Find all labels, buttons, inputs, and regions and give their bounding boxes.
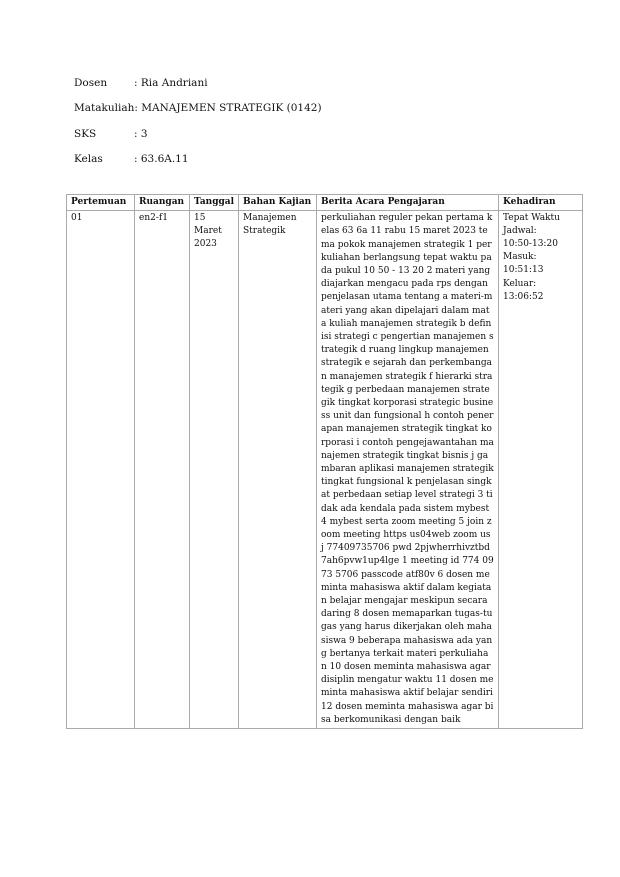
- tanggal-month: Maret: [194, 226, 222, 237]
- col-kehadiran: Kehadiran: [499, 195, 583, 211]
- tanggal-year: 2023: [194, 239, 217, 250]
- col-tanggal: Tanggal: [190, 195, 239, 211]
- dosen-label: Dosen: [74, 76, 108, 89]
- cell-pertemuan: 01: [67, 211, 135, 729]
- kehadiran-keluar-label: Keluar:: [503, 278, 537, 289]
- matakuliah-label: Matakuliah: [74, 102, 135, 115]
- kelas-value: : 63.6A.11: [134, 153, 189, 166]
- sks-label: SKS: [74, 127, 97, 140]
- bahan-kajian-line-2: Strategik: [243, 226, 286, 237]
- sks-value: : 3: [134, 127, 148, 140]
- kehadiran-status: Tepat Waktu: [503, 213, 560, 224]
- table-row: [67, 211, 583, 729]
- kehadiran-jadwal-value: 10:50-13:20: [503, 239, 558, 250]
- course-meta: [74, 70, 322, 172]
- cell-ruangan: en2-f1: [135, 211, 190, 729]
- cell-kehadiran: [499, 211, 583, 729]
- cell-bahan-kajian: [239, 211, 317, 729]
- cell-tanggal: [190, 211, 239, 729]
- kehadiran-masuk-value: 10:51:13: [503, 265, 544, 276]
- sks-row: [74, 121, 322, 147]
- kehadiran-keluar-value: 13:06:52: [503, 291, 544, 302]
- cell-berita-acara: perkuliahan reguler pekan pertama kelas 63 6a 11 rabu 15 maret 2023 tema pokok manajemen strategik 1 perkuliahan berlangsung tepat waktu pada pukul 10 50 - 13 20 2 materi yang diajarkan mengacu pada rps dengan penjelasan utama tentang a materi-materi yang akan dipelajari dalam mata kuliah manajemen strategik b definisi strategi c pengertian manajemen strategik d ruang lingkup manajemen strategik e sejarah dan perkembangan manajemen strategik f hierarki strategik g perbedaan manajemen strategik tingkat korporasi strategic business unit dan fungsional h contoh penerapan manajemen strategik tingkat korporasi i contoh pengejawantahan manajemen strategik tingkat bisnis j gambaran aplikasi manajemen strategik tingkat fungsional k penjelasan singkat perbedaan setiap level strategi 3 tidak ada kendala pada sistem mybest 4 mybest serta zoom meeting 5 join zoom meeting https us04web zoom us j 77409735706 pwd 2pjwherrhivztbd7ah6pvw1up4lge 1 meeting id 774 0973 5706 passcode atf80v 6 dosen meminta mahasiswa aktif dalam kegiatan belajar mengajar meskipun secara daring 8 dosen memaparkan tugas-tugas yang harus dikerjakan oleh mahasiswa 9 beberapa mahasiswa ada yang bertanya terkait materi perkuliahan 10 dosen meminta mahasiswa agar disiplin mengatur waktu 11 dosen meminta mahasiswa aktif belajar sendiri 12 dosen meminta mahasiswa agar bisa berkomunikasi dengan baik: [317, 211, 499, 729]
- col-bahan-kajian: Bahan Kajian: [239, 195, 317, 211]
- col-berita-acara: Berita Acara Pengajaran: [317, 195, 499, 211]
- dosen-value: : Ria Andriani: [134, 76, 208, 89]
- matakuliah-row: [74, 96, 322, 122]
- kehadiran-masuk-label: Masuk:: [503, 252, 537, 263]
- bahan-kajian-line-1: Manajemen: [243, 213, 297, 224]
- kelas-row: [74, 147, 322, 173]
- kelas-label: Kelas: [74, 153, 103, 166]
- tanggal-day: 15: [194, 213, 206, 224]
- col-pertemuan: Pertemuan: [67, 195, 135, 211]
- matakuliah-value: : MANAJEMEN STRATEGIK (0142): [134, 102, 322, 115]
- col-ruangan: Ruangan: [135, 195, 190, 211]
- dosen-row: [74, 70, 322, 96]
- table-header-row: [67, 195, 583, 211]
- kehadiran-jadwal-label: Jadwal:: [503, 226, 537, 237]
- attendance-table: [66, 194, 583, 729]
